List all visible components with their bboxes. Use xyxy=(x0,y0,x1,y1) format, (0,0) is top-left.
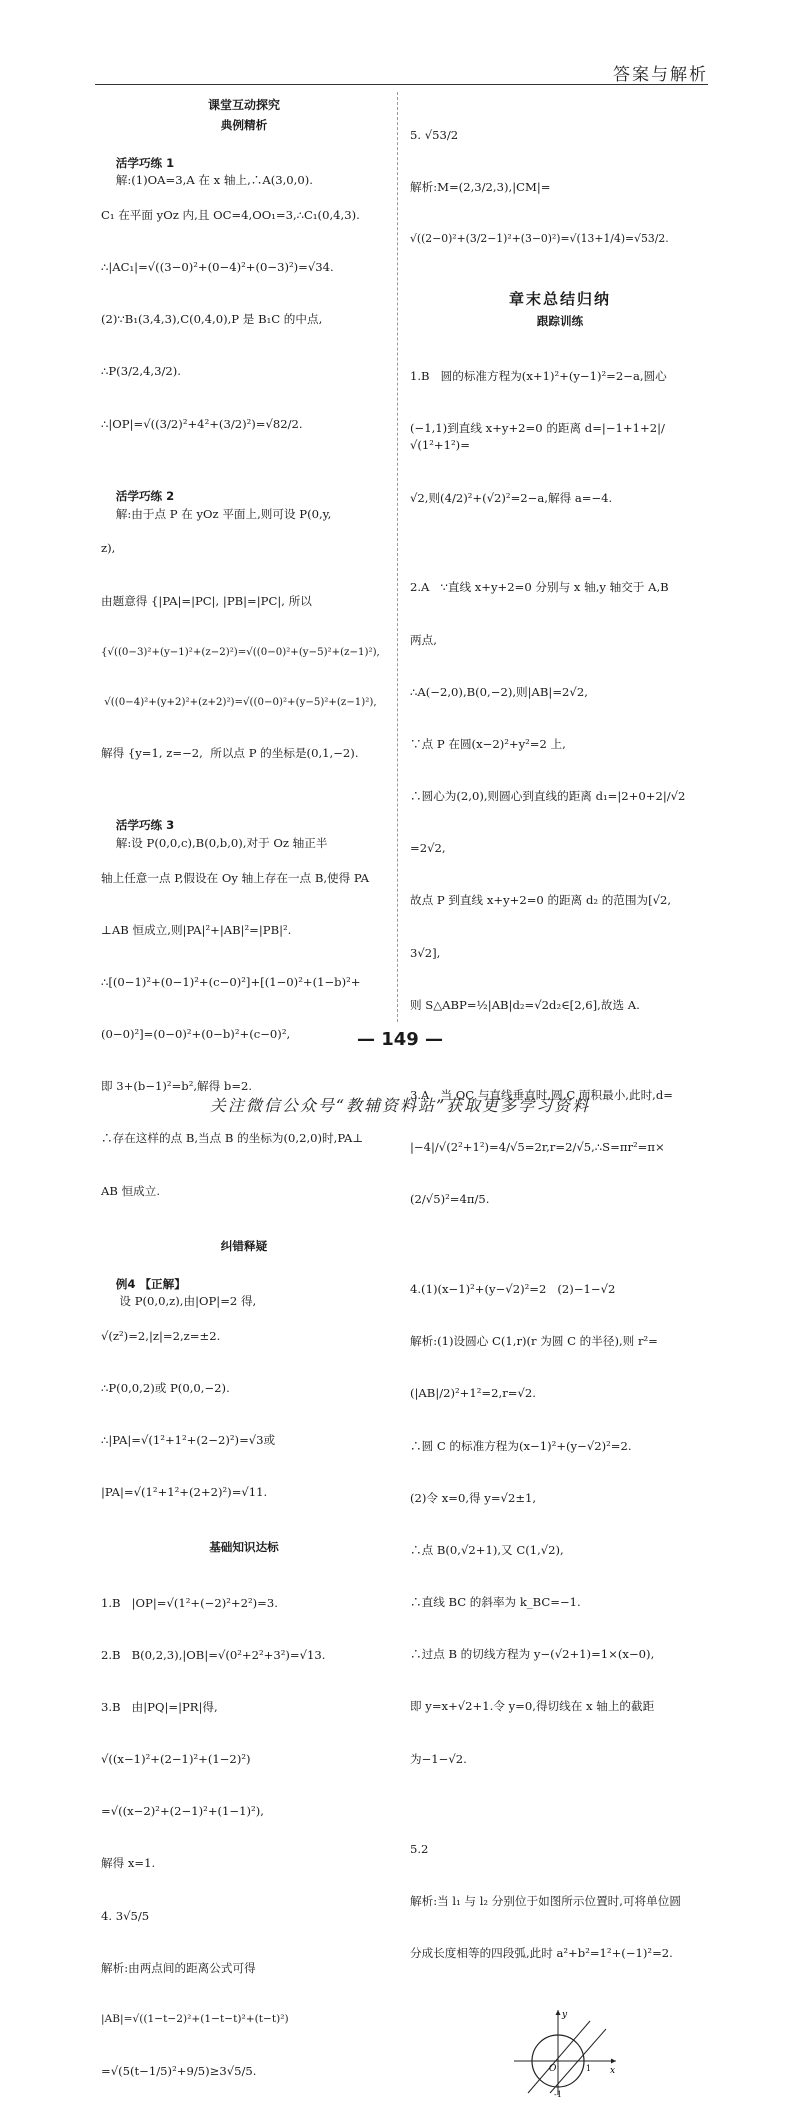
question-4-line: 为−1−√2. xyxy=(410,1751,467,1766)
unit-circle-diagram xyxy=(510,2007,620,2097)
example-4-label: 例4 【正解】 xyxy=(115,1276,186,1291)
question-5-line: 5.2 xyxy=(410,1841,429,1856)
section-header: 答案与解析 xyxy=(613,65,708,85)
answer-5-line: √((2−0)²+(3/2−1)²+(3−0)²)=√(13+1/4)=√53/2. xyxy=(410,232,669,246)
footer-note: 关注微信公众号“教辅资料站”获取更多学习资料 xyxy=(209,1096,591,1115)
practice-3-line: (0−0)²]=(0−0)²+(0−b)²+(c−0)², xyxy=(101,1027,291,1042)
tick-neg-one-label: -1 xyxy=(554,2090,562,2098)
practice-3-line: AB 恒成立. xyxy=(101,1183,161,1198)
question-4-line: (|AB|/2)²+1²=2,r=√2. xyxy=(410,1386,536,1401)
question-3 xyxy=(410,1052,710,1243)
question-5-line: 分成长度相等的四段弧,此时 a²+b²=1²+(−1)²=2. xyxy=(410,1945,673,1960)
section-title-errors: 纠错释疑 xyxy=(220,1238,268,1253)
practice-2 xyxy=(101,471,387,797)
tick-one-label: 1 xyxy=(586,2064,592,2074)
x-axis-label: x xyxy=(610,2066,616,2077)
y-axis-arrow xyxy=(556,2010,561,2015)
basics-line: 2.B B(0,2,3),|OB|=√(0²+2²+3²)=√13. xyxy=(101,1647,326,1662)
practice-3-line: 即 3+(b−1)²=b²,解得 b=2. xyxy=(101,1079,253,1094)
question-5-line: 解析:当 l₁ 与 l₂ 分别位于如图所示位置时,可将单位圆 xyxy=(410,1893,681,1908)
question-4-line: ∴圆 C 的标准方程为(x−1)²+(y−√2)²=2. xyxy=(410,1438,632,1453)
question-2-line: ∴圆心为(2,0),则圆心到直线的距离 d₁=|2+0+2|/√2 xyxy=(410,789,686,804)
question-1-line: √2,则(4/2)²+(√2)²=2−a,解得 a=−4. xyxy=(410,490,613,505)
question-3-line: |−4|/√(2²+1²)=4/√5=2r,r=2/√5,∴S=πr²=π× xyxy=(410,1139,665,1154)
question-2-line: 2.A ∵直线 x+y+2=0 分别与 x 轴,y 轴交于 A,B xyxy=(410,580,669,595)
question-4-line: 即 y=x+√2+1.令 y=0,得切线在 x 轴上的截距 xyxy=(410,1699,655,1714)
question-1-line: 1.B 圆的标准方程为(x+1)²+(y−1)²=2−a,圆心 xyxy=(410,368,667,383)
question-4-line: ∴直线 BC 的斜率为 k_BC=−1. xyxy=(410,1595,581,1610)
practice-1-line: ∴P(3/2,4,3/2). xyxy=(101,364,181,379)
practice-2-line: 由题意得 {|PA|=|PC|, |PB|=|PC|, 所以 xyxy=(101,593,312,608)
practice-2-line: z), xyxy=(101,541,116,556)
question-2-line: =2√2, xyxy=(410,841,446,856)
question-2-line: 则 S△ABP=½|AB|d₂=√2d₂∈[2,6],故选 A. xyxy=(410,997,640,1012)
origin-label: O xyxy=(549,2064,557,2075)
example-4-line: √(z²)=2,|z|=2,z=±2. xyxy=(101,1328,221,1343)
practice-3 xyxy=(101,800,387,1235)
y-axis-label: y xyxy=(562,2010,568,2021)
question-4-line: 解析:(1)设圆心 C(1,r)(r 为圆 C 的半径),则 r²= xyxy=(410,1334,658,1349)
example-4-line: |PA|=√(1²+1²+(2+2)²)=√11. xyxy=(101,1485,268,1500)
tracking-training-title: 跟踪训练 xyxy=(536,313,584,328)
basics-line: 解析:由两点间的距离公式可得 xyxy=(101,1960,256,1975)
practice-2-line: 解得 {y=1, z=−2, 所以点 P 的坐标是(0,1,−2). xyxy=(101,745,359,760)
section-title-classroom: 课堂互动探究 xyxy=(207,98,280,112)
question-4-line: ∴过点 B 的切线方程为 y−(√2+1)=1×(x−0), xyxy=(410,1647,655,1662)
question-2-line: ∴A(−2,0),B(0,−2),则|AB|=2√2, xyxy=(410,684,588,699)
practice-1-line: ∴|OP|=√((3/2)²+4²+(3/2)²)=√82/2. xyxy=(101,416,303,431)
question-4-line: 4.(1)(x−1)²+(y−√2)²=2 (2)−1−√2 xyxy=(410,1282,616,1297)
example-4-line: ∴P(0,0,2)或 P(0,0,−2). xyxy=(101,1380,230,1395)
practice-2-line: 解:由于点 P 在 yOz 平面上,则可设 P(0,y, xyxy=(115,506,332,521)
practice-3-line: ⊥AB 恒成立,则|PA|²+|AB|²=|PB|². xyxy=(101,922,292,937)
example-4-line: 设 P(0,0,z),由|OP|=2 得, xyxy=(115,1293,257,1308)
practice-3-line: ∴存在这样的点 B,当点 B 的坐标为(0,2,0)时,PA⊥ xyxy=(101,1131,364,1146)
question-2-line: 两点, xyxy=(410,632,437,647)
practice-1-line: ∴|AC₁|=√((3−0)²+(0−4)²+(0−3)²)=√34. xyxy=(101,260,334,275)
practice-3-label: 活学巧练 3 xyxy=(115,818,175,833)
question-2-line: 故点 P 到直线 x+y+2=0 的距离 d₂ 的范围为[√2, xyxy=(410,893,672,908)
practice-2-label: 活学巧练 2 xyxy=(115,489,175,504)
practice-1-line: 解:(1)OA=3,A 在 x 轴上,∴A(3,0,0). xyxy=(115,173,313,188)
answer-5-line: 解析:M=(2,3/2,3),|CM|= xyxy=(410,179,551,194)
question-4-line: (2)令 x=0,得 y=√2±1, xyxy=(410,1490,537,1505)
practice-2-line: √((0−4)²+(y+2)²+(z+2)²)=√((0−0)²+(y−5)²+(z−1)²), xyxy=(101,696,377,708)
subsection-examples: 典例精析 xyxy=(220,118,268,132)
answer-5-line: 5. √53/2 xyxy=(410,127,459,142)
column-divider xyxy=(397,92,398,1022)
practice-1-line: (2)∵B₁(3,4,3),C(0,4,0),P 是 B₁C 的中点, xyxy=(101,312,323,327)
question-2-line: 3√2], xyxy=(410,945,441,960)
practice-3-line: 轴上任意一点 P,假设在 Oy 轴上存在一点 B,使得 PA xyxy=(101,870,370,885)
question-2-line: ∵点 P 在圆(x−2)²+y²=2 上, xyxy=(410,736,566,751)
question-1 xyxy=(410,333,710,542)
example-4 xyxy=(101,1258,387,1536)
practice-2-line: {√((0−3)²+(y−1)²+(z−2)²)=√((0−0)²+(y−5)²+(z−1)²), xyxy=(101,646,380,658)
page-number: — 149 — xyxy=(356,1029,444,1050)
basics-line: 4. 3√5/5 xyxy=(101,1908,150,1923)
practice-3-line: 解:设 P(0,0,c),B(0,b,0),对于 Oz 轴正半 xyxy=(115,835,328,850)
basics-line: √((x−1)²+(2−1)²+(1−2)²) xyxy=(101,1752,251,1767)
basics-line: =√(5(t−1/5)²+9/5)≥3√5/5. xyxy=(101,2063,257,2078)
basics-line: 3.B 由|PQ|=|PR|得, xyxy=(101,1699,218,1714)
practice-1-line: C₁ 在平面 yOz 内,且 OC=4,OO₁=3,∴C₁(0,4,3). xyxy=(101,207,360,222)
x-axis-arrow xyxy=(611,2059,616,2064)
practice-1-label: 活学巧练 1 xyxy=(115,155,175,170)
header-rule xyxy=(95,84,708,85)
basics-line: =√((x−2)²+(2−1)²+(1−1)²), xyxy=(101,1804,264,1819)
chapter-summary-title: 章末总结归纳 xyxy=(508,290,611,309)
question-5 xyxy=(410,1806,710,1997)
question-3-line: (2/√5)²=4π/5. xyxy=(410,1192,490,1207)
basics-line: 1.B |OP|=√(1²+(−2)²+2²)=3. xyxy=(101,1595,278,1610)
question-1-line: (−1,1)到直线 x+y+2=0 的距离 d=|−1+1+2|/√(1²+1²)= xyxy=(410,420,665,453)
section-title-basics: 基础知识达标 xyxy=(209,1540,279,1555)
basics-line: 解得 x=1. xyxy=(101,1856,156,1871)
answer-5 xyxy=(410,92,710,282)
example-4-line: ∴|PA|=√(1²+1²+(2−2)²)=√3或 xyxy=(101,1433,276,1448)
unit-circle-figure xyxy=(510,2007,620,2097)
question-2 xyxy=(410,545,710,1049)
question-3-line: 3.A 当 OC 与直线垂直时,圆 C 面积最小,此时,d= xyxy=(410,1087,673,1102)
question-4-line: ∴点 B(0,√2+1),又 C(1,√2), xyxy=(410,1542,564,1557)
practice-1 xyxy=(101,137,387,467)
question-4 xyxy=(410,1246,710,1803)
basics-answers xyxy=(101,1560,387,2115)
practice-3-line: ∴[(0−1)²+(0−1)²+(c−0)²]+[(1−0)²+(1−b)²+ xyxy=(101,974,361,989)
basics-line: |AB|=√((1−t−2)²+(1−t−t)²+(t−t)²) xyxy=(101,2013,289,2025)
